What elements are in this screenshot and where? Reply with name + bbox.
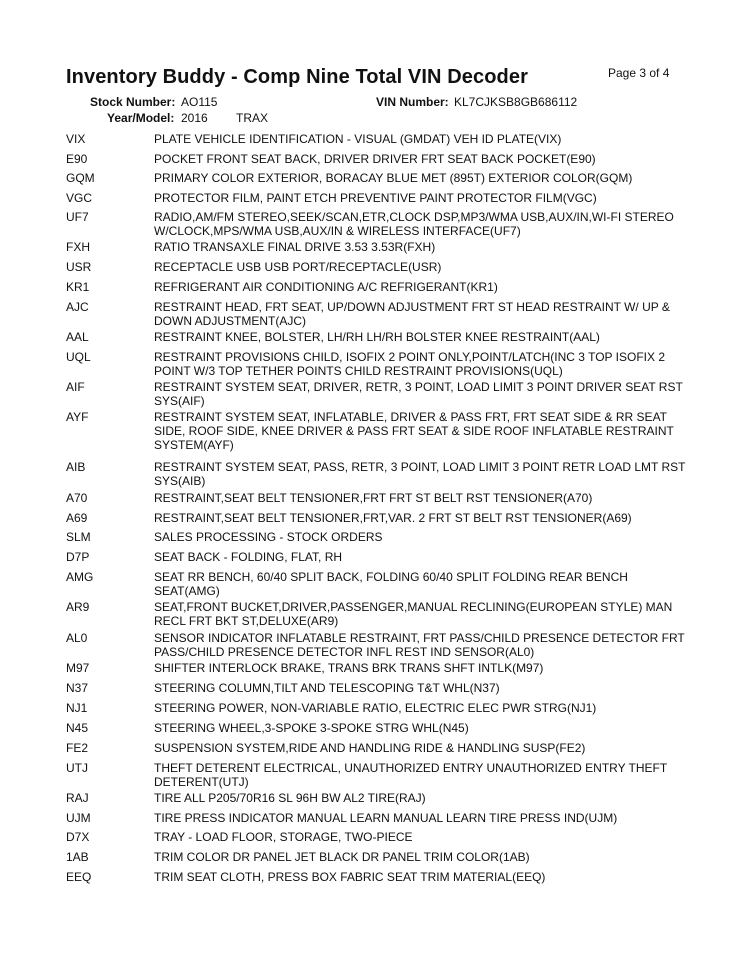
option-row bbox=[66, 761, 686, 789]
option-code: AAL bbox=[66, 330, 89, 344]
option-row bbox=[66, 152, 686, 166]
option-description: SENSOR INDICATOR INFLATABLE RESTRAINT, FRT PASS/CHILD PRESENCE DETECTOR FRT PASS/CHILD PRESENCE DETECTOR INFL REST IND SENSOR(AL0) bbox=[154, 631, 685, 659]
option-description: STEERING WHEEL,3-SPOKE 3-SPOKE STRG WHL(N45) bbox=[154, 721, 469, 735]
option-row bbox=[66, 600, 686, 628]
stock-number-value: AO115 bbox=[181, 95, 218, 109]
option-row bbox=[66, 210, 686, 238]
option-code: KR1 bbox=[66, 280, 90, 294]
option-row bbox=[66, 491, 686, 505]
option-code: N37 bbox=[66, 681, 89, 695]
option-row bbox=[66, 410, 686, 452]
option-code: FXH bbox=[66, 240, 90, 254]
option-description: PROTECTOR FILM, PAINT ETCH PREVENTIVE PAINT PROTECTOR FILM(VGC) bbox=[154, 191, 597, 205]
option-code: N45 bbox=[66, 721, 89, 735]
option-code: AIF bbox=[66, 380, 85, 394]
option-code: A69 bbox=[66, 511, 88, 525]
stock-number-label: Stock Number: bbox=[90, 95, 176, 109]
option-description: PRIMARY COLOR EXTERIOR, BORACAY BLUE MET (895T) EXTERIOR COLOR(GQM) bbox=[154, 171, 633, 185]
option-code: VGC bbox=[66, 191, 93, 205]
option-description: STEERING POWER, NON-VARIABLE RATIO, ELECTRIC ELEC PWR STRG(NJ1) bbox=[154, 701, 597, 715]
option-row bbox=[66, 721, 686, 735]
option-code: A70 bbox=[66, 491, 88, 505]
option-code: AIB bbox=[66, 460, 86, 474]
option-row bbox=[66, 631, 686, 659]
option-description: POCKET FRONT SEAT BACK, DRIVER DRIVER FRT SEAT BACK POCKET(E90) bbox=[154, 152, 596, 166]
option-code: M97 bbox=[66, 661, 90, 675]
option-row bbox=[66, 511, 686, 525]
option-description: RESTRAINT SYSTEM SEAT, PASS, RETR, 3 POINT, LOAD LIMIT 3 POINT RETR LOAD LMT RST SYS(AIB) bbox=[154, 460, 686, 488]
option-code: AYF bbox=[66, 410, 89, 424]
option-code: D7X bbox=[66, 830, 90, 844]
option-row bbox=[66, 850, 686, 864]
option-description: RECEPTACLE USB USB PORT/RECEPTACLE(USR) bbox=[154, 260, 442, 274]
option-description: SEAT RR BENCH, 60/40 SPLIT BACK, FOLDING 60/40 SPLIT FOLDING REAR BENCH SEAT(AMG) bbox=[154, 570, 628, 598]
option-row bbox=[66, 350, 686, 378]
vin-number-label: VIN Number: bbox=[376, 95, 449, 109]
option-description: RATIO TRANSAXLE FINAL DRIVE 3.53 3.53R(FXH) bbox=[154, 240, 436, 254]
option-code: AL0 bbox=[66, 631, 88, 645]
option-description: TRIM SEAT CLOTH, PRESS BOX FABRIC SEAT TRIM MATERIAL(EEQ) bbox=[154, 870, 546, 884]
option-description: RESTRAINT SYSTEM SEAT, DRIVER, RETR, 3 POINT, LOAD LIMIT 3 POINT DRIVER SEAT RST SYS(AIF) bbox=[154, 380, 683, 408]
option-code: UTJ bbox=[66, 761, 88, 775]
model-value: TRAX bbox=[236, 111, 269, 125]
option-code: VIX bbox=[66, 132, 86, 146]
option-description: SUSPENSION SYSTEM,RIDE AND HANDLING RIDE & HANDLING SUSP(FE2) bbox=[154, 741, 586, 755]
option-row bbox=[66, 701, 686, 715]
option-description: RESTRAINT KNEE, BOLSTER, LH/RH LH/RH BOLSTER KNEE RESTRAINT(AAL) bbox=[154, 330, 600, 344]
option-code: E90 bbox=[66, 152, 88, 166]
option-description: TIRE PRESS INDICATOR MANUAL LEARN MANUAL LEARN TIRE PRESS IND(UJM) bbox=[154, 811, 618, 825]
option-description: THEFT DETERENT ELECTRICAL, UNAUTHORIZED ENTRY UNAUTHORIZED ENTRY THEFT DETERENT(UTJ) bbox=[154, 761, 667, 789]
option-description: SHIFTER INTERLOCK BRAKE, TRANS BRK TRANS SHFT INTLK(M97) bbox=[154, 661, 544, 675]
option-description: TIRE ALL P205/70R16 SL 96H BW AL2 TIRE(RAJ) bbox=[154, 791, 426, 805]
option-code: AJC bbox=[66, 300, 89, 314]
vin-number-value: KL7CJKSB8GB686112 bbox=[454, 95, 578, 109]
option-code: FE2 bbox=[66, 741, 89, 755]
option-code: UQL bbox=[66, 350, 91, 364]
option-code: SLM bbox=[66, 530, 91, 544]
option-code: RAJ bbox=[66, 791, 89, 805]
option-code: UJM bbox=[66, 811, 91, 825]
option-code: 1AB bbox=[66, 850, 89, 864]
option-row bbox=[66, 811, 686, 825]
option-code: USR bbox=[66, 260, 92, 274]
option-code: GQM bbox=[66, 171, 95, 185]
option-row bbox=[66, 550, 686, 564]
option-row bbox=[66, 830, 686, 844]
option-description: RADIO,AM/FM STEREO,SEEK/SCAN,ETR,CLOCK DSP,MP3/WMA USB,AUX/IN,WI-FI STEREO W/CLOCK,MPS/WMA USB,AUX/IN & WIRELESS INTERFACE(UF7) bbox=[154, 210, 674, 238]
option-code: UF7 bbox=[66, 210, 89, 224]
option-row bbox=[66, 570, 686, 598]
option-description: PLATE VEHICLE IDENTIFICATION - VISUAL (GMDAT) VEH ID PLATE(VIX) bbox=[154, 132, 562, 146]
option-code: EEQ bbox=[66, 870, 92, 884]
option-code: D7P bbox=[66, 550, 90, 564]
option-row bbox=[66, 280, 686, 294]
option-row bbox=[66, 460, 686, 488]
option-row bbox=[66, 741, 686, 755]
option-description: SEAT,FRONT BUCKET,DRIVER,PASSENGER,MANUAL RECLINING(EUROPEAN STYLE) MAN RECL FRT BKT ST,DELUXE(AR9) bbox=[154, 600, 673, 628]
option-row bbox=[66, 171, 686, 185]
option-code: AR9 bbox=[66, 600, 90, 614]
option-description: REFRIGERANT AIR CONDITIONING A/C REFRIGERANT(KR1) bbox=[154, 280, 498, 294]
option-description: RESTRAINT,SEAT BELT TENSIONER,FRT FRT ST BELT RST TENSIONER(A70) bbox=[154, 491, 593, 505]
option-row bbox=[66, 380, 686, 408]
option-description: SALES PROCESSING - STOCK ORDERS bbox=[154, 530, 383, 544]
option-code: NJ1 bbox=[66, 701, 88, 715]
option-code: AMG bbox=[66, 570, 94, 584]
option-row bbox=[66, 661, 686, 675]
option-description: RESTRAINT SYSTEM SEAT, INFLATABLE, DRIVER & PASS FRT, FRT SEAT SIDE & RR SEAT SIDE, ROOF SIDE, KNEE DRIVER & PASS FRT SEAT & SIDE ROOF INFLATABLE RESTRAINT SYSTEM(AYF) bbox=[154, 410, 674, 452]
page-indicator: Page 3 of 4 bbox=[608, 66, 670, 80]
option-description: TRAY - LOAD FLOOR, STORAGE, TWO-PIECE bbox=[154, 830, 413, 844]
option-row bbox=[66, 132, 686, 146]
option-row bbox=[66, 791, 686, 805]
option-description: SEAT BACK - FOLDING, FLAT, RH bbox=[154, 550, 343, 564]
option-row bbox=[66, 260, 686, 274]
option-row bbox=[66, 681, 686, 695]
option-row bbox=[66, 300, 686, 328]
year-model-label: Year/Model: bbox=[107, 111, 175, 125]
option-row bbox=[66, 191, 686, 205]
option-row bbox=[66, 240, 686, 254]
option-row bbox=[66, 530, 686, 544]
year-value: 2016 bbox=[181, 111, 208, 125]
option-row bbox=[66, 330, 686, 344]
document-title: Inventory Buddy - Comp Nine Total VIN Decoder bbox=[66, 66, 528, 88]
option-description: RESTRAINT,SEAT BELT TENSIONER,FRT,VAR. 2 FRT ST BELT RST TENSIONER(A69) bbox=[154, 511, 632, 525]
option-description: TRIM COLOR DR PANEL JET BLACK DR PANEL TRIM COLOR(1AB) bbox=[154, 850, 530, 864]
option-description: RESTRAINT HEAD, FRT SEAT, UP/DOWN ADJUSTMENT FRT ST HEAD RESTRAINT W/ UP & DOWN ADJUSTMENT(AJC) bbox=[154, 300, 670, 328]
option-description: RESTRAINT PROVISIONS CHILD, ISOFIX 2 POINT ONLY,POINT/LATCH(INC 3 TOP ISOFIX 2 POINT W/3 TOP TETHER POINTS CHILD RESTRAINT PROVISIONS(UQL) bbox=[154, 350, 666, 378]
option-row bbox=[66, 870, 686, 884]
option-description: STEERING COLUMN,TILT AND TELESCOPING T&T WHL(N37) bbox=[154, 681, 500, 695]
